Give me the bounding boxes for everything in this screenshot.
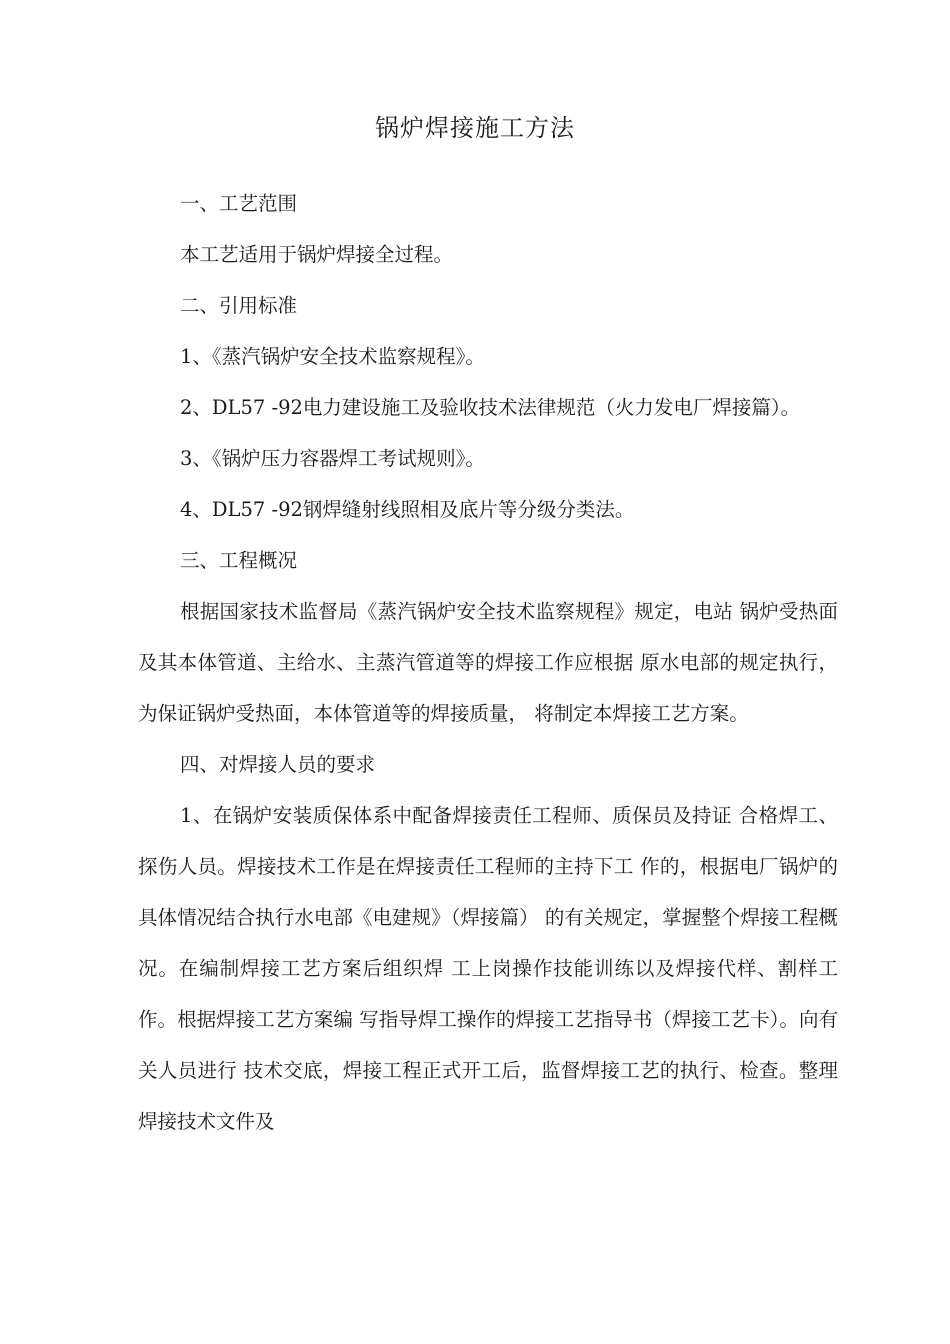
standard-item-3: 3、《锅炉压力容器焊工考试规则》。 <box>180 447 485 470</box>
document-title: 锅炉焊接施工方法 <box>375 114 575 142</box>
document-body <box>138 178 838 1147</box>
standard-item-4: 4、DL57 -92钢焊缝射线照相及底片等分级分类法。 <box>180 498 635 521</box>
standard-item-2: 2、DL57 -92电力建设施工及验收技术法律规范（火力发电厂焊接篇）。 <box>180 396 801 419</box>
section-heading-standards: 二、引用标准 <box>180 294 298 317</box>
section-heading-scope: 一、工艺范围 <box>180 192 298 215</box>
section-heading-personnel: 四、对焊接人员的要求 <box>180 753 376 776</box>
standard-item-1: 1、《蒸汽锅炉安全技术监察规程》。 <box>180 345 485 368</box>
section-heading-overview: 三、工程概况 <box>180 549 298 572</box>
scope-paragraph: 本工艺适用于锅炉焊接全过程。 <box>180 243 454 266</box>
overview-paragraph: 根据国家技术监督局《蒸汽锅炉安全技术监察规程》规定，电站 锅炉受热面及其本体管道、主给水、主蒸汽管道等的焊接工作应根据 原水电部的规定执行，为保证锅炉受热面，本体管道等的焊接质量， 将制定本焊接工艺方案。 <box>138 600 838 725</box>
personnel-paragraph-1: 1、在锅炉安装质保体系中配备焊接责任工程师、质保员及持证 合格焊工、探伤人员。焊接技术工作是在焊接责任工程师的主持下工 作的，根据电厂锅炉的具体情况结合执行水电部《电建规》（焊接篇） 的有关规定，掌握整个焊接工程概况。在编制焊接工艺方案后组织焊 工上岗操作技能训练以及焊接代样、割样工作。根据焊接工艺方案编 写指导焊工操作的焊接工艺指导书（焊接工艺卡）。向有关人员进行 技术交底，焊接工程正式开工后，监督焊接工艺的执行、检查。整理 焊接技术文件及 <box>138 804 838 1133</box>
